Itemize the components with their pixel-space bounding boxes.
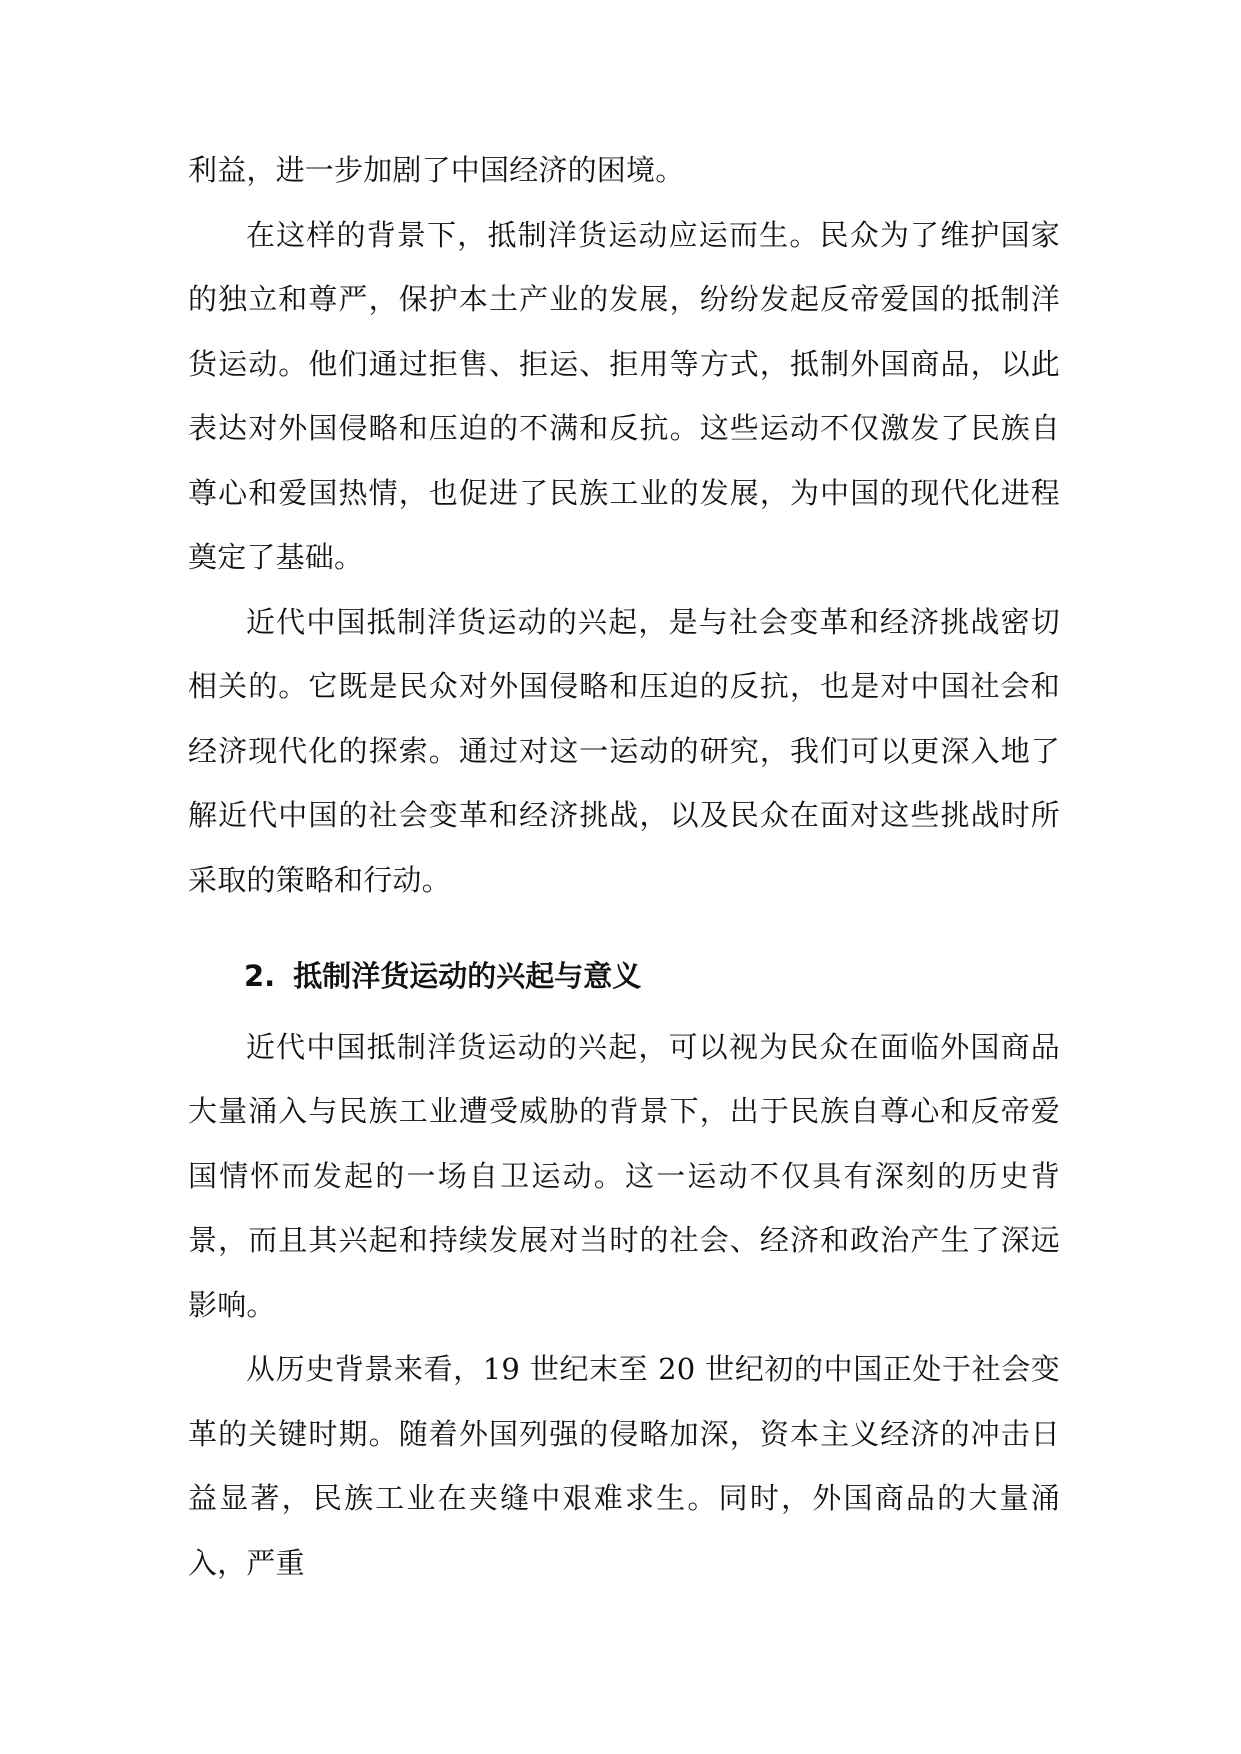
section-heading (188, 944, 1060, 1009)
paragraph-background-boycott: 在这样的背景下，抵制洋货运动应运而生。民众为了维护国家的独立和尊严，保护本土产业的发展，纷纷发起反帝爱国的抵制洋货运动。他们通过拒售、拒运、拒用等方式，抵制外国商品，以此表达对外国侵略和压迫的不满和反抗。这些运动不仅激发了民族自尊心和爱国热情，也促进了民族工业的发展，为中国的现代化进程奠定了基础。 (188, 217, 1060, 574)
section-title: 抵制洋货运动的兴起与意义 (293, 959, 642, 993)
document-body (188, 138, 1060, 1595)
paragraph-historical-background: 从历史背景来看，19 世纪末至 20 世纪初的中国正处于社会变革的关键时期。随着外国列强的侵略加深，资本主义经济的冲击日益显著，民族工业在夹缝中艰难求生。同时，外国商品的大量涌入，严重 (188, 1352, 1060, 1580)
paragraph-rise-meaning: 近代中国抵制洋货运动的兴起，可以视为民众在面临外国商品大量涌入与民族工业遭受威胁的背景下，出于民族自尊心和反帝爱国情怀而发起的一场自卫运动。这一运动不仅具有深刻的历史背景，而且其兴起和持续发展对当时的社会、经济和政治产生了深远影响。 (188, 1029, 1060, 1322)
section-number: 2. (244, 959, 276, 993)
paragraph-continuation: 利益，进一步加剧了中国经济的困境。 (188, 153, 685, 187)
paragraph-rise-summary: 近代中国抵制洋货运动的兴起，是与社会变革和经济挑战密切相关的。它既是民众对外国侵略和压迫的反抗，也是对中国社会和经济现代化的探索。通过对这一运动的研究，我们可以更深入地了解近代中国的社会变革和经济挑战，以及民众在面对这些挑战时所采取的策略和行动。 (188, 604, 1060, 897)
